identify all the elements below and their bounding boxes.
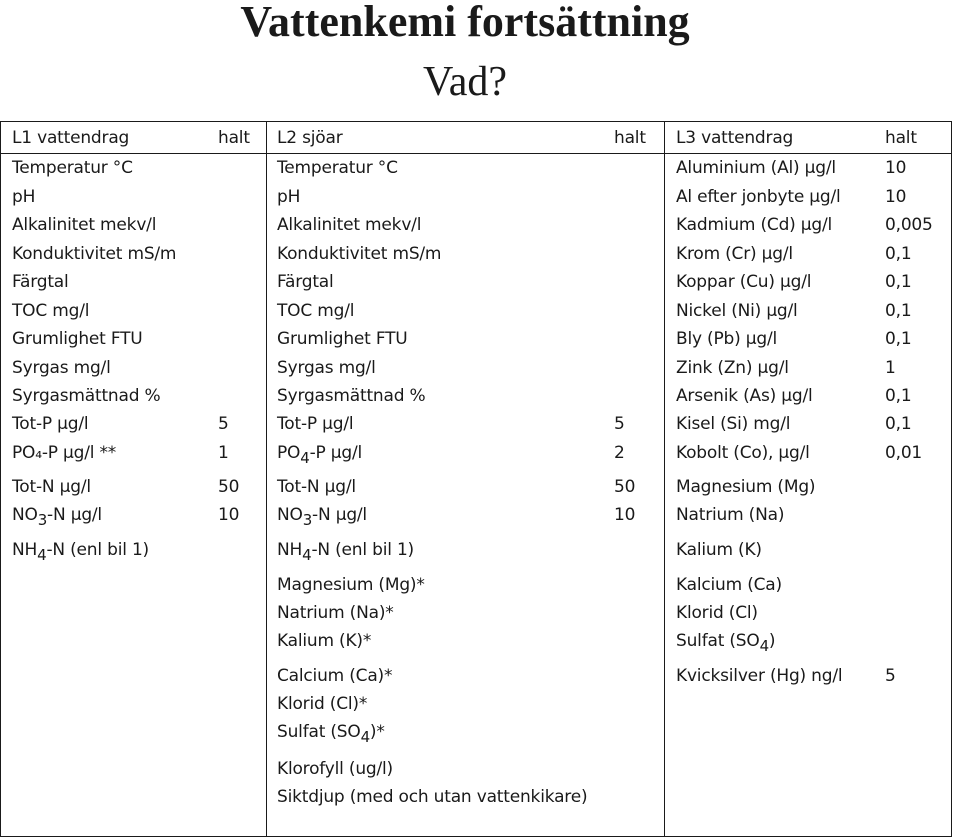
l3-parameter: Kisel (Si) mg/l: [676, 414, 791, 434]
header-l2-halt: halt: [614, 128, 646, 148]
header-l1-vattendrag: L1 vattendrag: [12, 128, 130, 148]
l1-parameter: TOC mg/l: [12, 301, 90, 321]
l2-halt-value: 5: [614, 414, 625, 434]
l1-halt-value: 10: [218, 505, 240, 525]
l3-parameter: Zink (Zn) µg/l: [676, 358, 789, 378]
l3-halt-value: 5: [885, 666, 896, 686]
l3-parameter: Arsenik (As) µg/l: [676, 386, 813, 406]
l3-parameter: Kalcium (Ca): [676, 575, 782, 595]
l2-parameter: [277, 722, 385, 746]
l2-parameter: Kalium (K)*: [277, 631, 372, 651]
l2-parameter: Alkalinitet mekv/l: [277, 215, 422, 235]
l3-so4-suffix: ): [768, 631, 776, 651]
header-l2-sjoar: L2 sjöar: [277, 128, 343, 148]
l3-halt-value: 0,1: [885, 386, 912, 406]
l3-parameter: Kvicksilver (Hg) ng/l: [676, 666, 843, 686]
l2-po4-suffix: -P µg/l: [309, 443, 363, 463]
l2-parameter: Klorofyll (ug/l): [277, 759, 393, 779]
l1-parameter: Alkalinitet mekv/l: [12, 215, 157, 235]
l2-parameter: [277, 540, 414, 564]
l2-parameter: Magnesium (Mg)*: [277, 575, 425, 595]
l3-halt-value: 0,1: [885, 301, 912, 321]
l3-parameter: Kalium (K): [676, 540, 762, 560]
l1-halt-value: 1: [218, 443, 229, 463]
l3-parameter: Aluminium (Al) µg/l: [676, 158, 836, 178]
l2-parameter: [277, 505, 367, 529]
l2-so4-prefix: Sulfat (SO: [277, 722, 361, 742]
column-divider: [266, 121, 267, 837]
l3-halt-value: 0,1: [885, 244, 912, 264]
l3-parameter: [676, 631, 776, 655]
l3-halt-value: 10: [885, 187, 907, 207]
l2-po4-prefix: PO: [277, 443, 301, 463]
l2-parameter: pH: [277, 187, 301, 207]
l2-so4-suffix: )*: [369, 722, 385, 742]
l2-nh4-prefix: NH: [277, 540, 303, 560]
page-subtitle: Vad?: [423, 59, 507, 105]
l3-parameter: Krom (Cr) µg/l: [676, 244, 793, 264]
l3-parameter: Koppar (Cu) µg/l: [676, 272, 812, 292]
l2-parameter: Tot-N µg/l: [277, 477, 356, 497]
subscript: 4: [37, 546, 47, 564]
l3-parameter: Klorid (Cl): [676, 603, 758, 623]
subscript: 4: [360, 728, 370, 746]
subscript: 4: [300, 449, 310, 467]
l2-parameter: Syrgasmättnad %: [277, 386, 426, 406]
l3-parameter: Bly (Pb) µg/l: [676, 329, 778, 349]
subscript: 3: [302, 511, 313, 529]
l1-parameter: Syrgasmättnad %: [12, 386, 161, 406]
l3-so4-prefix: Sulfat (SO: [676, 631, 760, 651]
l2-parameter: Temperatur °C: [277, 158, 398, 178]
l2-halt-value: 2: [614, 443, 625, 463]
l1-parameter: Tot-N µg/l: [12, 477, 91, 497]
l3-parameter: Magnesium (Mg): [676, 477, 816, 497]
l1-no3-suffix: -N µg/l: [47, 505, 102, 525]
l3-halt-value: 0,1: [885, 414, 912, 434]
l1-halt-value: 50: [218, 477, 240, 497]
header-l3-halt: halt: [885, 128, 917, 148]
l1-parameter: Syrgas mg/l: [12, 358, 111, 378]
header-divider: [0, 153, 952, 154]
l3-halt-value: 0,1: [885, 329, 912, 349]
column-divider: [664, 121, 665, 837]
l2-no3-prefix: NO: [277, 505, 303, 525]
l2-parameter: Färgtal: [277, 272, 334, 292]
l1-parameter: [12, 540, 149, 564]
l2-parameter: Syrgas mg/l: [277, 358, 376, 378]
subscript: 3: [37, 511, 48, 529]
l2-halt-value: 50: [614, 477, 636, 497]
l2-parameter: Konduktivitet mS/m: [277, 244, 442, 264]
l3-parameter: Natrium (Na): [676, 505, 785, 525]
subscript: 4: [759, 637, 769, 655]
l2-no3-suffix: -N µg/l: [312, 505, 367, 525]
l3-halt-value: 0,1: [885, 272, 912, 292]
l2-parameter: Tot-P µg/l: [277, 414, 354, 434]
l1-parameter: Tot-P µg/l: [12, 414, 89, 434]
l1-parameter: [12, 505, 102, 529]
l1-nh4-suffix: -N (enl bil 1): [46, 540, 149, 560]
l1-nh4-prefix: NH: [12, 540, 38, 560]
l1-halt-value: 5: [218, 414, 229, 434]
subscript: 4: [302, 546, 312, 564]
l3-parameter: Kadmium (Cd) µg/l: [676, 215, 833, 235]
l1-parameter: Temperatur °C: [12, 158, 133, 178]
l3-halt-value: 10: [885, 158, 907, 178]
header-l1-halt: halt: [218, 128, 250, 148]
l2-parameter: Siktdjup (med och utan vattenkikare): [277, 787, 588, 807]
l3-halt-value: 1: [885, 358, 896, 378]
l3-parameter: Al efter jonbyte µg/l: [676, 187, 841, 207]
l1-parameter: pH: [12, 187, 36, 207]
l2-parameter: Natrium (Na)*: [277, 603, 394, 623]
l1-parameter: Färgtal: [12, 272, 69, 292]
l2-parameter: Klorid (Cl)*: [277, 694, 368, 714]
l3-parameter: Kobolt (Co), µg/l: [676, 443, 810, 463]
l3-parameter: Nickel (Ni) µg/l: [676, 301, 798, 321]
l2-parameter: TOC mg/l: [277, 301, 355, 321]
l2-parameter: Calcium (Ca)*: [277, 666, 393, 686]
l2-parameter: [277, 443, 363, 467]
l1-parameter: PO₄-P µg/l **: [12, 443, 117, 463]
page-title: Vattenkemi fortsättning: [240, 0, 690, 46]
l1-no3-prefix: NO: [12, 505, 38, 525]
l3-halt-value: 0,005: [885, 215, 933, 235]
header-l3-vattendrag: L3 vattendrag: [676, 128, 794, 148]
l2-parameter: Grumlighet FTU: [277, 329, 408, 349]
l2-halt-value: 10: [614, 505, 636, 525]
l1-parameter: Konduktivitet mS/m: [12, 244, 177, 264]
l3-halt-value: 0,01: [885, 443, 923, 463]
l2-nh4-suffix: -N (enl bil 1): [311, 540, 414, 560]
l1-parameter: Grumlighet FTU: [12, 329, 143, 349]
